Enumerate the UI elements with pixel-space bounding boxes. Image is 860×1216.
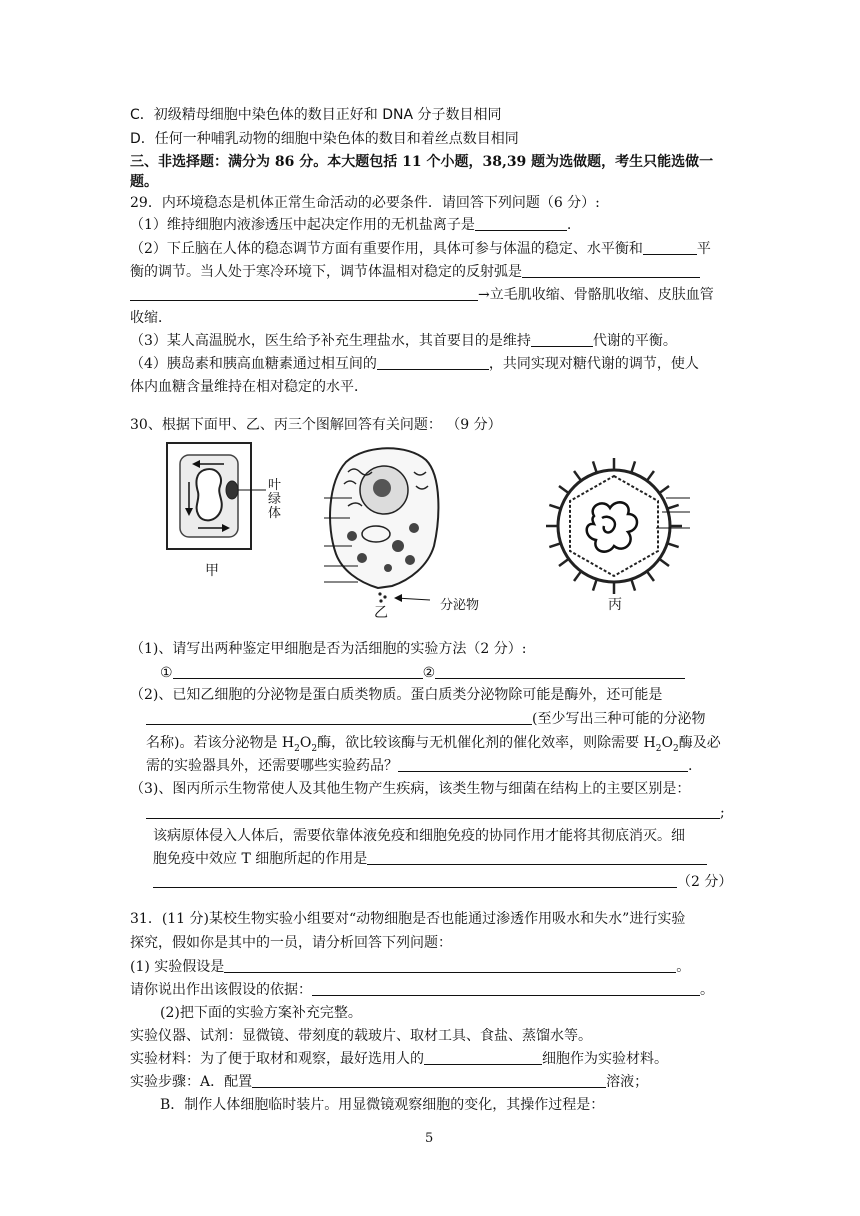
q31-steps — [130, 1073, 648, 1091]
answer-blank[interactable] — [377, 355, 489, 370]
spike — [593, 461, 597, 472]
q31-text: 细胞作为实验材料。 — [542, 1051, 668, 1067]
answer-blank[interactable] — [252, 1073, 606, 1088]
arrow-head — [394, 594, 402, 602]
q31-basis — [130, 981, 714, 999]
answer-blank[interactable] — [146, 804, 720, 819]
vesicle — [392, 540, 404, 552]
answer-blank[interactable] — [153, 873, 677, 888]
vesicle — [409, 523, 419, 533]
secretion-dot — [378, 592, 381, 595]
q30-text: 需的实验器具外，还需要哪些实验药品？ — [146, 758, 398, 774]
q29-stem: 29．内环境稳态是机体正常生命活动的必要条件．请回答下列问题（6 分）: — [130, 195, 600, 211]
q30-part3-line3: 该病原体侵入人体后，需要依靠体液免疫和细胞免疫的协同作用才能将其彻底消灭。细 — [153, 828, 685, 844]
page-number: 5 — [425, 1131, 434, 1146]
spike — [647, 571, 654, 581]
subscript: 2 — [311, 743, 318, 754]
q29-part1 — [130, 216, 571, 234]
q29-part2-line4: 收缩． — [130, 310, 172, 326]
score-note: （2 分） — [677, 874, 733, 890]
q31-text: 请你说出作出该假设的依据： — [130, 982, 312, 998]
q30-text: 酶及必 — [678, 735, 721, 751]
option-c: C．初级精母细胞中染色体的数目正好和 DNA 分子数目相同 — [130, 107, 502, 123]
spike — [647, 471, 654, 481]
q29-part3 — [130, 332, 677, 350]
figure-jia-label: 甲 — [205, 563, 219, 579]
figure-jia-plant-cell — [166, 442, 276, 554]
q29-part2 — [130, 240, 711, 258]
q31-stem-cont: 探究，假如你是其中的一员，请分析回答下列问题： — [130, 935, 452, 951]
spike — [659, 486, 669, 493]
vesicle — [384, 564, 392, 572]
figure-bing-label: 丙 — [608, 597, 622, 613]
chloroplast — [226, 481, 238, 499]
answer-blank[interactable] — [531, 332, 593, 347]
spike — [667, 543, 678, 547]
q30-text: 胞免疫中效应 T 细胞所起的作用是 — [153, 851, 368, 867]
q29-part2-text: （2）下丘脑在人体的稳态调节方面有重要作用，具体可参与体温的稳定、水平衡和 — [130, 241, 643, 257]
q30-stem: 30、根据下面甲、乙、丙三个图解回答有关问题： （9 分） — [130, 417, 502, 433]
q29-part3-text2: 代谢的平衡。 — [592, 333, 677, 349]
q31-text: (1) 实验假设是 — [130, 959, 225, 975]
answer-blank[interactable] — [435, 664, 685, 679]
q30-text: O — [299, 735, 312, 751]
spike — [549, 505, 560, 509]
answer-blank[interactable] — [173, 664, 423, 679]
q30-part2-line4 — [146, 757, 692, 775]
chloroplast-label-2: 绿 — [268, 492, 282, 507]
q30-text: 名称)。若该分泌物是 H — [146, 735, 295, 751]
nucleolus — [373, 479, 391, 497]
q31-material — [130, 1050, 668, 1068]
secretion-label: 分泌物 — [440, 598, 480, 613]
q29-part1-text: （1）维持细胞内液渗透压中起决定作用的无机盐离子是 — [130, 217, 475, 233]
nucleus — [196, 469, 221, 520]
spike — [574, 571, 581, 581]
spike — [593, 579, 597, 590]
section-heading: 三、非选择题：满分为 86 分。本大题包括 11 个小题，38,39 题为选做题，考生只能选做一 — [130, 154, 714, 170]
circle-1: ① — [160, 665, 173, 681]
q29-part4 — [130, 355, 699, 373]
answer-blank[interactable] — [367, 850, 707, 865]
secretion-dot — [379, 599, 382, 602]
figure-yi-secretory-cell — [318, 442, 448, 610]
section-heading-cont: 题。 — [130, 174, 158, 190]
option-d: D．任何一种哺乳动物的细胞中染色体的数目和着丝点数目相同 — [130, 131, 519, 147]
q30-text: 酶，欲比较该酶与无机催化剂的催化效率，则除需要 H — [317, 735, 656, 751]
q30-text: ; — [720, 805, 725, 821]
answer-blank[interactable] — [643, 240, 697, 255]
spike — [631, 461, 635, 472]
subscript: 2 — [655, 743, 662, 754]
q30-part3-line2 — [146, 804, 725, 822]
q29-part4-text: （4）胰岛素和胰高血糖素通过相互间的 — [130, 356, 377, 372]
q30-part2-line3 — [146, 734, 721, 758]
spike — [574, 471, 581, 481]
figure-bing-virus — [548, 458, 694, 596]
q29-part2-text4: →立毛肌收缩、骨骼肌收缩、皮肤血管 — [478, 287, 714, 303]
q31-text: 。 — [700, 982, 714, 998]
spike — [559, 559, 569, 566]
q31-part1 — [130, 958, 690, 976]
q30-part3-line4 — [153, 850, 707, 868]
q30-part2-text2: (至少写出三种可能的分泌物 — [532, 711, 706, 727]
spike — [659, 559, 669, 566]
answer-blank[interactable] — [475, 216, 567, 231]
q30-part2: （2)、已知乙细胞的分泌物是蛋白质类物质。蛋白质类分泌物除可能是酶外，还可能是 — [130, 687, 663, 703]
q30-part3-line5 — [153, 873, 732, 891]
answer-blank[interactable] — [224, 958, 676, 973]
q31-text: 溶液； — [606, 1074, 649, 1090]
spike — [667, 505, 678, 509]
q30-part1: （1)、请写出两种鉴定甲细胞是否为活细胞的实验方法（2 分）: — [130, 641, 527, 657]
answer-blank[interactable] — [130, 286, 478, 301]
subscript: 2 — [672, 743, 679, 754]
answer-blank[interactable] — [522, 263, 700, 278]
answer-blank[interactable] — [146, 710, 532, 725]
q29-part3-text: （3）某人高温脱水，医生给予补充生理盐水，其首要目的是维持 — [130, 333, 531, 349]
q29-part1-end: . — [566, 217, 572, 233]
q29-part2-text2: 平 — [696, 241, 711, 257]
q29-part2-text3: 衡的调节。当人处于寒冷环境下，调节体温相对稳定的反射弧是 — [130, 264, 522, 280]
q31-text: 。 — [676, 959, 691, 975]
chloroplast-label-1: 叶 — [268, 478, 282, 493]
q30-part1-answers — [160, 664, 685, 682]
figure-yi-label: 乙 — [374, 605, 388, 621]
q31-instruments: 实验仪器、试剂：显微镜、带刻度的载玻片、取材工具、食盐、蒸馏水等。 — [130, 1028, 592, 1044]
q31-step-b: B．制作人体细胞临时装片。用显微镜观察细胞的变化，其操作过程是： — [160, 1097, 605, 1113]
circle-2: ② — [422, 665, 436, 681]
q29-part4-line2: 体内血糖含量维持在相对稳定的水平． — [130, 379, 368, 395]
q30-part2-line2 — [146, 710, 705, 728]
vesicle — [347, 531, 357, 541]
subscript: 2 — [294, 743, 300, 754]
answer-blank[interactable] — [312, 981, 700, 996]
q29-part4-text2: ，共同实现对糖代谢的调节，使人 — [488, 356, 699, 372]
q29-part2-line2 — [130, 263, 700, 281]
q29-part2-line3 — [130, 286, 714, 304]
q30-text: . — [688, 758, 693, 774]
q31-text: 实验步骤：A．配置 — [130, 1074, 253, 1090]
answer-blank[interactable] — [424, 1050, 542, 1065]
chloroplast-label-3: 体 — [268, 506, 282, 521]
spike — [631, 579, 635, 590]
secretion-dot — [383, 595, 386, 598]
q30-text: O — [661, 735, 673, 751]
q31-stem: 31．(11 分)某校生物实验小组要对“动物细胞是否也能通过渗透作用吸水和失水”进行实验 — [130, 911, 686, 927]
q31-text: 实验材料：为了便于取材和观察，最好选用人的 — [130, 1051, 424, 1067]
answer-blank[interactable] — [398, 757, 688, 772]
vesicle — [405, 555, 415, 565]
q30-part3: （3)、图丙所示生物常使人及其他生物产生疾病，该类生物与细菌在结构上的主要区别是： — [130, 781, 691, 797]
spike — [549, 543, 560, 547]
spike — [559, 486, 569, 493]
vesicle — [357, 553, 367, 563]
q31-part2: (2)把下面的实验方案补充完整。 — [160, 1005, 362, 1021]
